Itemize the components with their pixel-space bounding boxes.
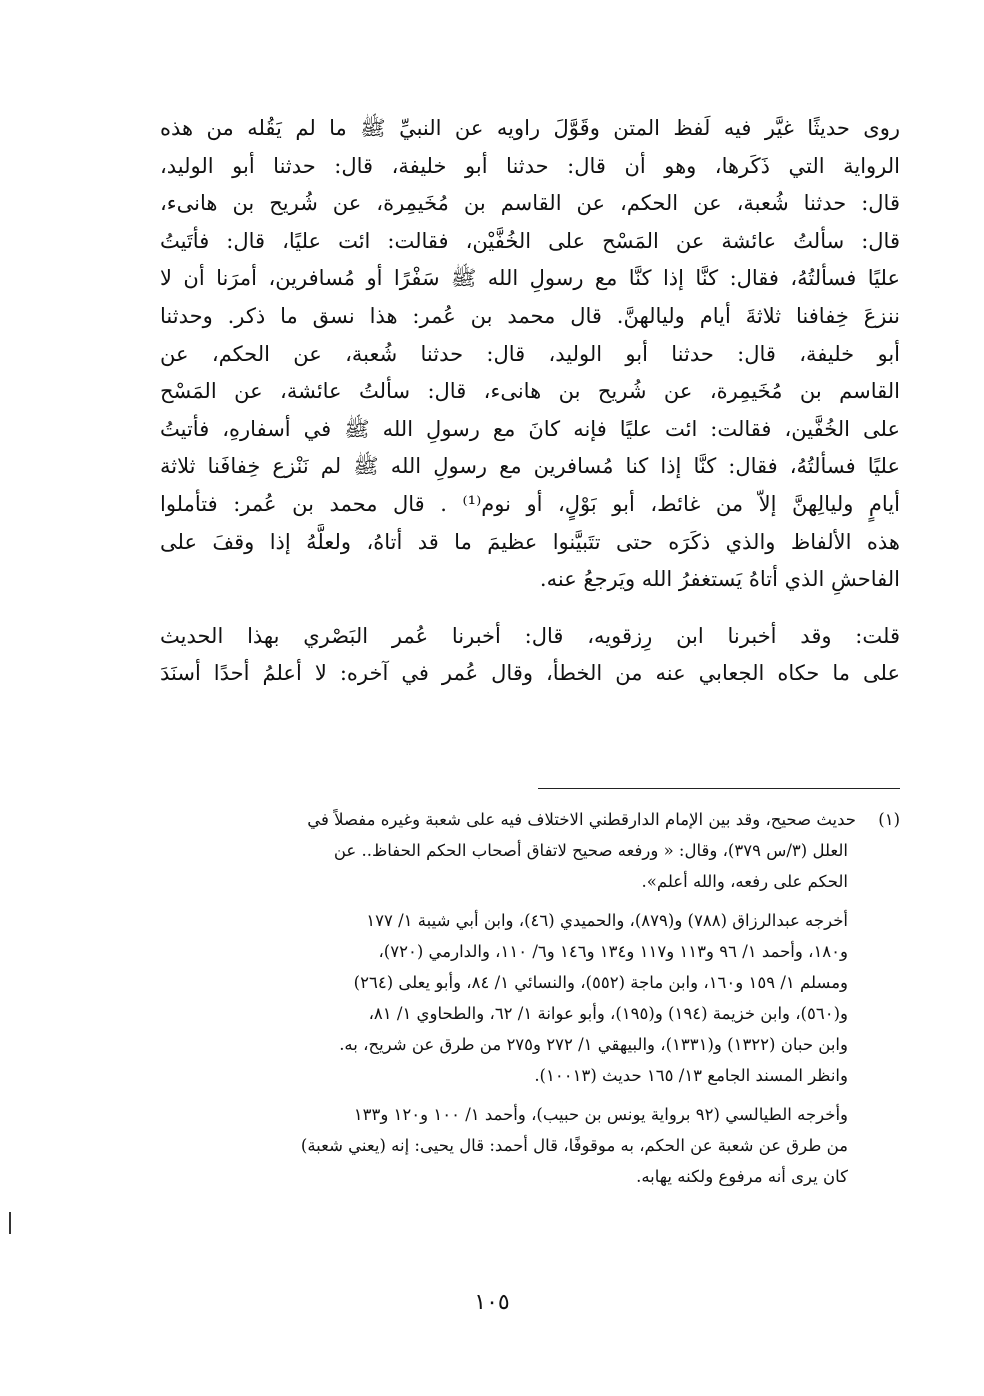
footnote-line: و(٥٦٠)، وابن خزيمة (١٩٤) و(١٩٥)، وأبو عوانة ١/ ٦٢، والطحاوي ١/ ٨١، <box>368 1004 848 1023</box>
main-line: عليًا فسألتُهُ، فقال: كنَّا إذا كنَّا مع رسولِ الله ﷺ سَفْرًا أو مُسافرين، أمرَنا أن لا <box>160 266 900 291</box>
paragraph-gap <box>160 599 900 618</box>
footnote-line: وأخرجه الطيالسي (٩٢ برواية يونس بن حبيب)، وأحمد ١/ ١٠٠ و١٢٠ و١٣٣ <box>353 1105 848 1124</box>
main-line: قال: سألتُ عائشة عن المَسْح على الخُفَّيْن، فقالت: ائت عليًا، قال: فأتَيتُ <box>160 228 900 253</box>
main-line: القاسم بن مُخَيمِرة، عن شُريح بن هانىء، قال: سألتُ عائشة، عن المَسْح <box>160 379 900 404</box>
footnote-line: ومسلم ١/ ١٥٩ و١٦٠، وابن ماجة (٥٥٢)، والنسائي ١/ ٨٤، وأبو يعلى (٢٦٤) <box>353 973 848 992</box>
footnote-text: حديث صحيح، وقد بين الإمام الدارقطني الاختلاف فيه على شعبة وغيره مفصلاً في <box>307 810 856 829</box>
main-line: عليًا فسألتُهُ، فقال: كنَّا إذا كنا مُسافرين مع رسولِ الله ﷺ لم نَنْزع خِفافَنا ثلاثة <box>160 454 900 479</box>
main-line: أبو خليفة، قال: حدثنا أبو الوليد، قال: حدثنا شُعبة، عن الحكم، عن <box>160 341 900 366</box>
footnote-line: الحكم على رفعه، والله أعلم». <box>641 872 848 891</box>
footnote-line: من طرق عن شعبة عن الحكم، به موقوفًا، قال أحمد: قال يحيى: إنه (يعني شعبة) <box>300 1136 848 1155</box>
main-line: أيامٍ وليالِهنَّ إلاّ من غائط، أبو بَوْلٍ، أو نوم⁽¹⁾ . قال محمد بن عُمر: فتأملوا <box>160 491 900 516</box>
main-line: روى حديثًا غيَّر فيه لَفظ المتن وقَوَّلَ راويه عن النبيِّ ﷺ ما لم يَقُله من هذه <box>160 116 900 140</box>
main-text-body <box>160 110 900 693</box>
footnote-line: كان يرى أنه مرفوع ولكنه يهابه. <box>636 1167 848 1186</box>
footnote-line: وانظر المسند الجامع ١٣/ ١٦٥ حديث (١٠٠١٣). <box>534 1066 848 1085</box>
main-line: هذه الألفاظ والذي ذكَرَه حتى تتَبيَّنوا عظيمَ ما قد أتاهُ، ولعلَّهُ إذا وقفَ على <box>160 529 900 554</box>
footnote-separator <box>538 788 900 789</box>
footnote-line: أخرجه عبدالرزاق (٧٨٨) و(٨٧٩)، والحميدي (٤٦)، وابن أبي شيبة ١/ ١٧٧ <box>366 911 848 930</box>
main-line: الفاحشِ الذي أتاهُ يَستغفرُ الله ويَرجعُ عنه. <box>539 567 900 592</box>
footnote-line <box>160 804 900 835</box>
main-line: على الخُفَّين، فقالت: ائت عليًا فإنه كانَ مع رسولِ الله ﷺ في أسفارهِ، فأتيتُ <box>160 416 900 441</box>
main-line: قلت: وقد أخبرنا ابن رِزقويه، قال: أخبرنا عُمر البَصْري بهذا الحديث <box>160 623 900 648</box>
main-line: ننزعَ خِفافنا ثلاثةَ أيام وليالهنَّ. قال محمد بن عُمر: هذا نسق ما ذكر. وحدثنا <box>160 303 900 328</box>
footnote-number: (١) <box>878 810 900 829</box>
footnote-line: وابن حبان (١٣٢٢) و(١٣٣١)، والبيهقي ١/ ٢٧٢ و٢٧٥ من طرق عن شريح، به. <box>339 1035 848 1054</box>
footnotes-section <box>160 804 900 1192</box>
footnote-paragraph-3 <box>160 1099 900 1192</box>
page-number: ١٠٥ <box>474 1290 510 1315</box>
footnote-paragraph-2 <box>160 905 900 1091</box>
footnote-1 <box>160 804 900 897</box>
footnote-line: و١٨٠، وأحمد ١/ ٩٦ و١١٣ و١١٧ و١٣٤ و١٤٦ و٦/ ١١٠، والدارمي (٧٢٠)، <box>378 942 848 961</box>
main-line: قال: حدثنا شُعبة، عن الحكم، عن القاسم بن مُخَيمِرة، عن شُريح بن هانىء، <box>160 191 900 216</box>
footnote-line: العلل (٣/س ٣٧٩)، وقال: « ورفعه صحيح لاتفاق أصحاب الحكم الحفاظ.. عن <box>333 841 848 860</box>
scan-margin-mark <box>9 1212 11 1234</box>
footnote-gap <box>160 897 900 905</box>
footnote-gap <box>160 1091 900 1099</box>
main-line: الرواية التي ذَكَرها، وهو أن قال: حدثنا أبو خليفة، قال: حدثنا أبو الوليد، <box>160 153 900 178</box>
main-line: على ما حكاه الجعابي عنه من الخطأ، وقال عُمر في آخره: لا أعلمُ أحدًا أسنَدَ <box>160 661 900 686</box>
